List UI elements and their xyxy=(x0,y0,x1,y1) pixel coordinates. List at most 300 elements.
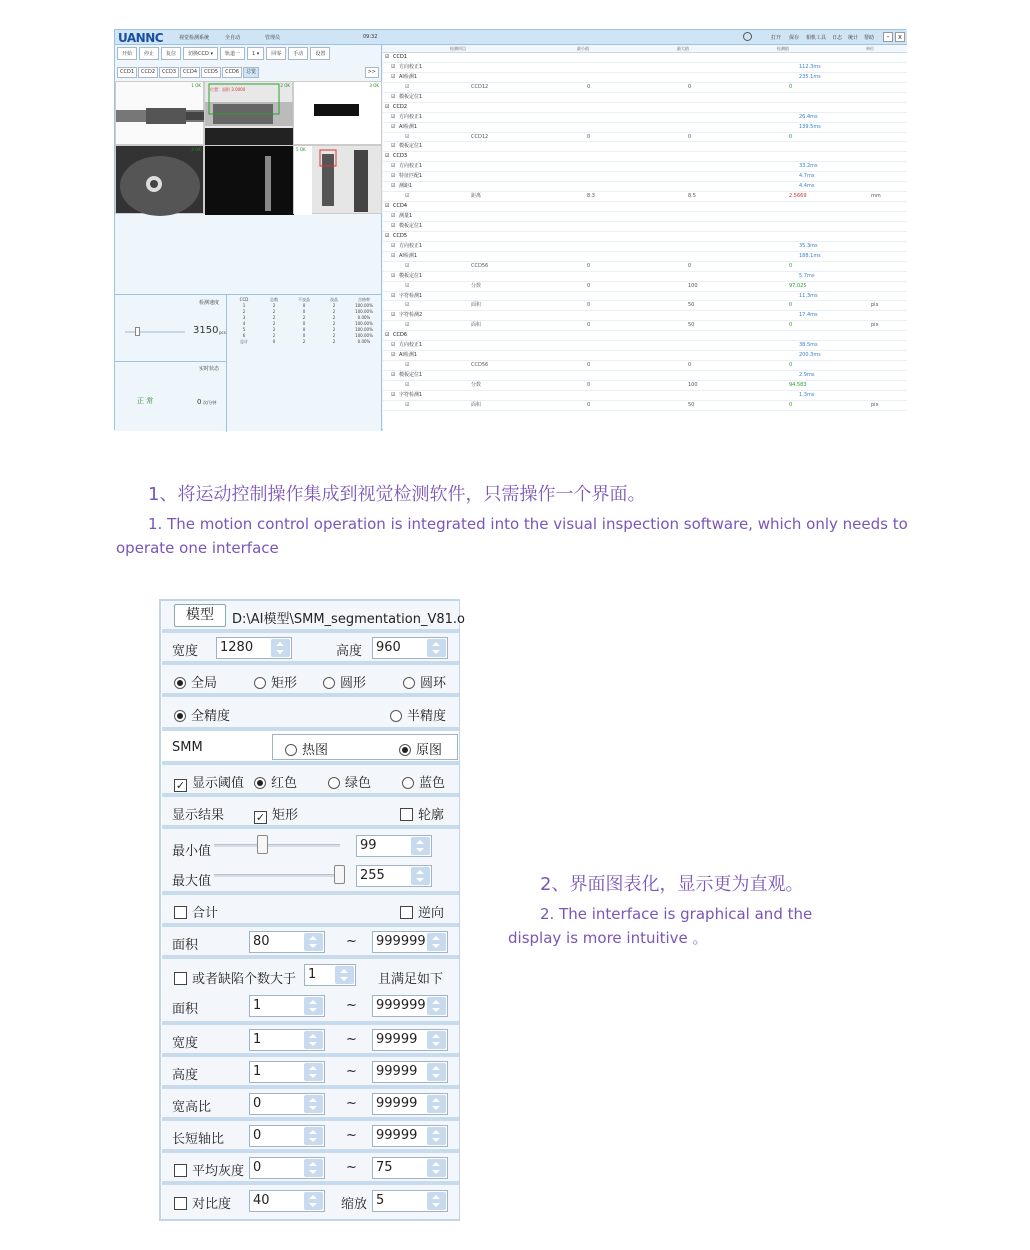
count-cell: 合格率 xyxy=(358,297,370,302)
results-pane xyxy=(383,45,907,431)
item-value: 0 xyxy=(789,83,793,90)
item-max: 0 xyxy=(688,262,692,269)
defect-count-input[interactable] xyxy=(304,964,356,986)
result-row[interactable] xyxy=(383,311,907,321)
model-path: D:\AI模型\SMM_segmentation_V81.o xyxy=(232,612,465,627)
contrast-input[interactable] xyxy=(249,1190,325,1212)
area2-label: 面积 xyxy=(172,1002,199,1017)
tab-ccd5[interactable]: CCD5 xyxy=(201,67,221,78)
smm-view-group xyxy=(272,734,458,760)
check-icon[interactable]: ☑ xyxy=(405,322,410,329)
show-threshold-checkbox[interactable] xyxy=(174,772,244,792)
area-max-input[interactable] xyxy=(372,931,448,953)
gray-min-value: 0 xyxy=(253,1160,262,1175)
check-icon[interactable]: ☑ xyxy=(391,113,396,120)
count-cell: CCD xyxy=(239,297,249,302)
shape-rect-radio[interactable] xyxy=(254,672,297,691)
camera-view-1[interactable] xyxy=(115,81,204,145)
step-time: 5.7ms xyxy=(799,272,815,279)
check-icon[interactable]: ☑ xyxy=(391,73,396,80)
rect-checkbox[interactable] xyxy=(254,804,298,824)
invert-label: 逆向 xyxy=(418,906,445,921)
item-name: CCD56 xyxy=(471,362,489,369)
result-row[interactable] xyxy=(383,391,907,401)
result-row[interactable] xyxy=(383,133,907,143)
step-time: 33.2ms xyxy=(799,163,818,170)
speed-value: 3150 xyxy=(193,325,219,336)
w-min-input[interactable] xyxy=(249,1029,325,1051)
result-row[interactable] xyxy=(383,63,907,73)
count-cell: 不良品 xyxy=(298,297,310,302)
aspect-tilde: ~ xyxy=(346,1096,357,1111)
gray-max-input[interactable] xyxy=(372,1157,448,1179)
tab-overview[interactable]: 总览 xyxy=(243,67,259,78)
camera-2-ok-label: 2 OK xyxy=(280,83,290,88)
result-row[interactable] xyxy=(383,202,907,212)
min-stepper-icon[interactable] xyxy=(411,837,430,855)
count-cell: 2 xyxy=(242,309,246,314)
h-max-input[interactable] xyxy=(372,1061,448,1083)
radio-on-icon xyxy=(174,710,186,722)
show-result-row xyxy=(162,797,459,829)
check-icon[interactable]: ☑ xyxy=(405,282,410,289)
screw-image-5 xyxy=(205,146,294,215)
axis-min-input[interactable] xyxy=(249,1125,325,1147)
max-stepper-icon[interactable] xyxy=(411,867,430,885)
result-row[interactable] xyxy=(383,123,907,133)
count-cell: 5 xyxy=(242,327,246,332)
precision-half-radio[interactable] xyxy=(390,705,446,724)
aspect-min-stepper-icon[interactable] xyxy=(304,1095,323,1113)
check-icon[interactable]: ☑ xyxy=(391,93,396,100)
check-icon[interactable]: ☑ xyxy=(391,352,396,359)
axis-max-stepper-icon[interactable] xyxy=(427,1127,446,1145)
result-row[interactable] xyxy=(383,301,907,311)
axis-min-stepper-icon[interactable] xyxy=(304,1127,323,1145)
item-max: 0 xyxy=(688,83,692,90)
menu-help[interactable]: 帮助 xyxy=(864,35,875,41)
start-button[interactable]: 开始 xyxy=(117,47,137,60)
rate-unit: 次/分钟 xyxy=(203,400,217,405)
camera-view-5[interactable] xyxy=(204,145,293,214)
color-blue-label: 蓝色 xyxy=(419,776,446,791)
precision-full-radio[interactable] xyxy=(174,705,230,724)
w-max-stepper-icon[interactable] xyxy=(427,1031,446,1049)
item-name: 面积 xyxy=(471,302,482,309)
expand-check-icon[interactable]: ☑ xyxy=(385,153,390,160)
count-cell: 0 xyxy=(302,303,306,308)
tab-ccd3[interactable]: CCD3 xyxy=(159,67,179,78)
h-min-stepper-icon[interactable] xyxy=(304,1063,323,1081)
group-name: CCD4 xyxy=(393,203,408,210)
result-row[interactable] xyxy=(383,162,907,172)
result-row[interactable] xyxy=(383,282,907,292)
result-row[interactable] xyxy=(383,321,907,331)
item-value: 2.5669 xyxy=(789,193,807,200)
count-cell: 0 xyxy=(302,309,306,314)
count-cell: 2 xyxy=(302,339,306,344)
result-row[interactable] xyxy=(383,351,907,361)
item-value: 0 xyxy=(789,302,793,309)
track-select[interactable]: 轨道一 xyxy=(220,47,245,60)
shape-circle-radio[interactable] xyxy=(323,672,366,691)
count-cell: 2 xyxy=(332,309,336,314)
aspect-min-value: 0 xyxy=(253,1096,262,1111)
rate-value: 0 xyxy=(197,398,202,406)
check-icon[interactable]: ☑ xyxy=(405,193,410,200)
check-icon[interactable]: ☑ xyxy=(405,381,410,388)
area-min-input[interactable] xyxy=(249,931,325,953)
camera-view-4[interactable] xyxy=(115,145,204,214)
item-min: 0 xyxy=(587,322,591,329)
checkbox-empty-icon xyxy=(174,1197,187,1210)
area-min-stepper-icon[interactable] xyxy=(304,933,323,951)
caption-1-en-line1: 1. The motion control operation is integrated into the visual inspection software, which only needs to xyxy=(148,515,908,533)
item-min: 0 xyxy=(587,282,591,289)
width-value: 1280 xyxy=(220,640,254,655)
check-icon[interactable]: ☑ xyxy=(391,213,396,219)
item-value: 0 xyxy=(789,262,793,269)
model-row xyxy=(162,601,465,633)
result-row[interactable] xyxy=(383,371,907,381)
color-red-radio[interactable] xyxy=(254,772,297,791)
gray-min-input[interactable] xyxy=(249,1157,325,1179)
defect-count-stepper-icon[interactable] xyxy=(335,966,354,984)
result-row[interactable] xyxy=(383,103,907,113)
area-max-stepper-icon[interactable] xyxy=(427,933,446,951)
axis-tilde: ~ xyxy=(346,1128,357,1143)
max-slider-handle[interactable] xyxy=(334,865,345,884)
speed-slider-handle[interactable] xyxy=(135,327,140,336)
gray-row xyxy=(162,1153,459,1185)
screw-image-1 xyxy=(116,82,205,146)
result-row[interactable] xyxy=(383,113,907,123)
step-time: 4.7ms xyxy=(799,173,815,180)
result-row[interactable] xyxy=(383,331,907,341)
area2-min-input[interactable] xyxy=(249,995,325,1017)
check-icon[interactable]: ☑ xyxy=(391,173,396,180)
result-row[interactable] xyxy=(383,53,907,63)
segmentation-settings-panel xyxy=(159,599,465,1221)
item-value: 0 xyxy=(789,133,793,140)
item-name: 面积 xyxy=(471,401,482,408)
min-slider-handle[interactable] xyxy=(257,835,268,854)
check-icon[interactable]: ☑ xyxy=(391,123,396,130)
result-row[interactable] xyxy=(383,262,907,272)
check-icon[interactable]: ☑ xyxy=(391,272,396,279)
count-cell: 1 xyxy=(242,303,246,308)
expand-check-icon[interactable]: ☑ xyxy=(385,54,390,60)
checkbox-empty-icon xyxy=(174,972,187,985)
count-cell: 4 xyxy=(242,321,246,326)
radio-on-icon xyxy=(399,744,411,756)
status-box xyxy=(115,361,227,432)
clock-icon[interactable] xyxy=(743,32,752,41)
item-min: 0 xyxy=(587,133,591,140)
check-icon[interactable]: ☑ xyxy=(391,143,396,150)
axis-max-input[interactable] xyxy=(372,1125,448,1147)
precision-half-label: 半精度 xyxy=(407,709,447,724)
color-green-label: 绿色 xyxy=(345,776,372,791)
tab-ccd2[interactable]: CCD2 xyxy=(138,67,158,78)
title-time: 09:32 xyxy=(363,34,378,40)
min-value: 99 xyxy=(360,838,377,853)
smm-label: SMM xyxy=(172,740,203,755)
result-row[interactable] xyxy=(383,242,907,252)
contrast-label: 对比度 xyxy=(192,1197,232,1212)
toolbar xyxy=(117,47,379,62)
minimize-button[interactable]: - xyxy=(883,32,893,42)
result-row[interactable] xyxy=(383,212,907,222)
gray-checkbox[interactable] xyxy=(174,1160,244,1179)
check-icon[interactable]: ☑ xyxy=(405,401,410,408)
caption-2-cn: 2、界面图表化，显示更为直观。 xyxy=(540,874,804,895)
menu-camera-tools[interactable]: 相机工具 xyxy=(806,35,827,41)
home-button[interactable]: 回零 xyxy=(266,47,286,60)
radio-off-icon xyxy=(323,677,335,689)
model-button[interactable]: 模型 xyxy=(174,604,226,627)
checkbox-empty-icon xyxy=(400,808,413,821)
min-input[interactable] xyxy=(356,835,432,857)
axis-min-value: 0 xyxy=(253,1128,262,1143)
contrast-stepper-icon[interactable] xyxy=(304,1192,323,1210)
defect-count-checkbox[interactable] xyxy=(174,968,296,987)
track-number-select[interactable]: 1 ▾ xyxy=(247,47,264,60)
expand-check-icon[interactable]: ☑ xyxy=(385,232,390,239)
result-row[interactable] xyxy=(383,192,907,202)
step-name: 模板定位1 xyxy=(399,372,423,378)
step-name: 模板定位1 xyxy=(399,272,423,279)
item-max: 0 xyxy=(688,362,692,369)
scale-label: 缩放 xyxy=(341,1197,368,1212)
results-header xyxy=(383,45,907,53)
result-row[interactable] xyxy=(383,73,907,83)
defect-count-label: 或者缺陷个数大于 xyxy=(192,972,297,987)
check-icon[interactable]: ☑ xyxy=(391,312,396,319)
invert-checkbox[interactable] xyxy=(400,902,444,921)
col-min: 最小值 xyxy=(577,46,589,51)
h-max-stepper-icon[interactable] xyxy=(427,1063,446,1081)
stop-button[interactable]: 停止 xyxy=(139,47,159,60)
result-row[interactable] xyxy=(383,272,907,282)
gray-min-stepper-icon[interactable] xyxy=(304,1159,323,1177)
tab-ccd4[interactable]: CCD4 xyxy=(180,67,200,78)
item-value: 97.025 xyxy=(789,282,807,289)
step-name: 方向校正1 xyxy=(399,63,423,70)
area2-max-input[interactable] xyxy=(372,995,448,1017)
show-threshold-label: 显示阈值 xyxy=(192,776,245,791)
col-max: 最大值 xyxy=(677,46,689,51)
check-icon[interactable]: ☑ xyxy=(391,242,396,249)
aspect-min-input[interactable] xyxy=(249,1093,325,1115)
speed-unit: pcs xyxy=(219,330,226,335)
shape-global-radio[interactable] xyxy=(174,672,217,691)
count-cell: 0 xyxy=(302,327,306,332)
check-icon[interactable]: ☑ xyxy=(405,362,410,369)
height-input[interactable] xyxy=(372,637,448,659)
tab-ccd6[interactable]: CCD6 xyxy=(222,67,242,78)
check-icon[interactable]: ☑ xyxy=(405,302,410,309)
w-min-stepper-icon[interactable] xyxy=(304,1031,323,1049)
reset-button[interactable]: 复位 xyxy=(161,47,181,60)
settings-button[interactable]: 设置 xyxy=(310,47,330,60)
ccd-tabs xyxy=(117,67,379,78)
menu-stats[interactable]: 统计 xyxy=(848,35,859,41)
check-icon[interactable]: ☑ xyxy=(405,83,410,90)
result-row[interactable] xyxy=(383,381,907,391)
item-unit: mm xyxy=(871,193,881,200)
shape-circle-label: 圆形 xyxy=(340,676,367,691)
contrast-value: 40 xyxy=(253,1193,270,1208)
gray-max-stepper-icon[interactable] xyxy=(427,1159,446,1177)
w-max-input[interactable] xyxy=(372,1029,448,1051)
condition-label: 且满足如下 xyxy=(378,972,444,987)
check-icon[interactable]: ☑ xyxy=(391,391,396,398)
check-icon[interactable]: ☑ xyxy=(391,183,396,190)
count-table xyxy=(229,297,379,345)
close-button[interactable]: x xyxy=(895,32,905,42)
count-cell: 总计 xyxy=(240,339,248,344)
original-radio[interactable] xyxy=(399,739,442,758)
radio-off-icon xyxy=(390,710,402,722)
step-name: AI检测1 xyxy=(399,123,418,130)
contrast-checkbox[interactable] xyxy=(174,1193,231,1212)
camera-view-6[interactable] xyxy=(293,145,382,214)
scale-input[interactable] xyxy=(372,1190,448,1212)
step-time: 17.4ms xyxy=(799,312,818,319)
step-time: 235.1ms xyxy=(799,73,821,80)
gray-max-value: 75 xyxy=(376,1160,393,1175)
max-value: 255 xyxy=(360,868,385,883)
contour-checkbox[interactable] xyxy=(400,804,444,823)
item-max: 100 xyxy=(688,282,698,289)
item-max: 100 xyxy=(688,381,698,388)
shape-rect-label: 矩形 xyxy=(271,676,298,691)
radio-on-icon xyxy=(254,777,266,789)
result-row[interactable] xyxy=(383,142,907,152)
result-row[interactable] xyxy=(383,182,907,192)
status-value: 正 常 xyxy=(137,397,154,405)
step-name: 模板定位1 xyxy=(399,143,423,150)
group-name: CCD2 xyxy=(393,103,408,110)
count-cell: 2 xyxy=(332,315,336,320)
aspect-max-stepper-icon[interactable] xyxy=(427,1095,446,1113)
more-tabs-button[interactable]: >> xyxy=(365,67,379,78)
result-row[interactable] xyxy=(383,361,907,371)
result-row[interactable] xyxy=(383,401,907,411)
result-row[interactable] xyxy=(383,172,907,182)
height-stepper-icon[interactable] xyxy=(427,639,446,657)
result-row[interactable] xyxy=(383,222,907,232)
menu-log[interactable]: 日志 xyxy=(832,35,843,41)
axis-max-value: 99999 xyxy=(376,1128,418,1143)
check-icon[interactable]: ☑ xyxy=(405,133,410,140)
results-rows xyxy=(383,53,907,411)
shape-ring-radio[interactable] xyxy=(403,672,446,691)
item-min: 0 xyxy=(587,362,591,369)
caption-2-en-line1: 2. The interface is graphical and the xyxy=(540,905,813,923)
menu-save[interactable]: 保存 xyxy=(789,35,800,41)
contrast-row xyxy=(162,1185,459,1219)
aspect-max-input[interactable] xyxy=(372,1093,448,1115)
result-row[interactable] xyxy=(383,83,907,93)
h-min-input[interactable] xyxy=(249,1061,325,1083)
show-result-label: 显示结果 xyxy=(172,808,225,823)
area2-min-stepper-icon[interactable] xyxy=(304,997,323,1015)
w-max-value: 99999 xyxy=(376,1032,418,1047)
count-cell: 2 xyxy=(332,333,336,338)
width-input[interactable] xyxy=(216,637,292,659)
check-icon[interactable]: ☑ xyxy=(391,292,396,299)
step-time: 35.3ms xyxy=(799,242,818,249)
count-cell: 2 xyxy=(272,327,276,332)
check-icon[interactable]: ☑ xyxy=(391,342,396,349)
step-name: 方向校正1 xyxy=(399,113,423,120)
check-icon[interactable]: ☑ xyxy=(391,222,396,229)
height-label: 高度 xyxy=(336,644,363,659)
check-icon[interactable]: ☑ xyxy=(405,262,410,269)
result-row[interactable] xyxy=(383,93,907,103)
check-icon[interactable]: ☑ xyxy=(391,252,396,259)
tab-ccd1[interactable]: CCD1 xyxy=(117,67,137,78)
menu-open[interactable]: 打开 xyxy=(771,35,782,41)
manual-button[interactable]: 手动 xyxy=(288,47,308,60)
item-max: 50 xyxy=(688,322,695,329)
expand-check-icon[interactable]: ☑ xyxy=(385,103,390,110)
area2-max-stepper-icon[interactable] xyxy=(427,997,446,1015)
count-cell: 100.00% xyxy=(355,327,373,332)
result-row[interactable] xyxy=(383,292,907,302)
heatmap-radio[interactable] xyxy=(285,739,328,758)
item-unit: pix xyxy=(871,302,879,309)
sum-checkbox[interactable] xyxy=(174,902,218,921)
expand-check-icon[interactable]: ☑ xyxy=(385,203,390,210)
check-icon[interactable]: ☑ xyxy=(391,63,396,70)
max-slider-track xyxy=(214,874,340,877)
expand-check-icon[interactable]: ☑ xyxy=(385,332,390,339)
width-stepper-icon[interactable] xyxy=(271,639,290,657)
result-row[interactable] xyxy=(383,252,907,262)
result-row[interactable] xyxy=(383,341,907,351)
step-name: AI检测1 xyxy=(399,352,418,359)
h-tilde: ~ xyxy=(346,1064,357,1079)
radio-off-icon xyxy=(402,777,414,789)
count-cell: 3 xyxy=(242,315,246,320)
radio-on-icon xyxy=(174,677,186,689)
item-min: 0 xyxy=(587,381,591,388)
color-green-radio[interactable] xyxy=(328,772,371,791)
step-name: AI检测1 xyxy=(399,73,418,80)
scale-stepper-icon[interactable] xyxy=(427,1192,446,1210)
item-min: 0 xyxy=(587,302,591,309)
result-row[interactable] xyxy=(383,152,907,162)
area-tilde: ~ xyxy=(346,934,357,949)
count-cell: 100.00% xyxy=(355,309,373,314)
check-icon[interactable]: ☑ xyxy=(391,163,396,170)
step-time: 112.3ms xyxy=(799,63,821,70)
step-name: AI检测1 xyxy=(399,252,418,259)
color-blue-radio[interactable] xyxy=(402,772,445,791)
max-input[interactable] xyxy=(356,865,432,887)
axis-label: 长短轴比 xyxy=(172,1132,225,1147)
result-row[interactable] xyxy=(383,232,907,242)
check-icon[interactable]: ☑ xyxy=(391,372,396,378)
shape-ring-label: 圆环 xyxy=(420,676,447,691)
count-cell: 0 xyxy=(272,339,276,344)
shape-row xyxy=(162,665,459,697)
switch-ccd-dropdown[interactable]: 切换CCD ▾ xyxy=(183,47,218,60)
count-cell: 2 xyxy=(272,315,276,320)
